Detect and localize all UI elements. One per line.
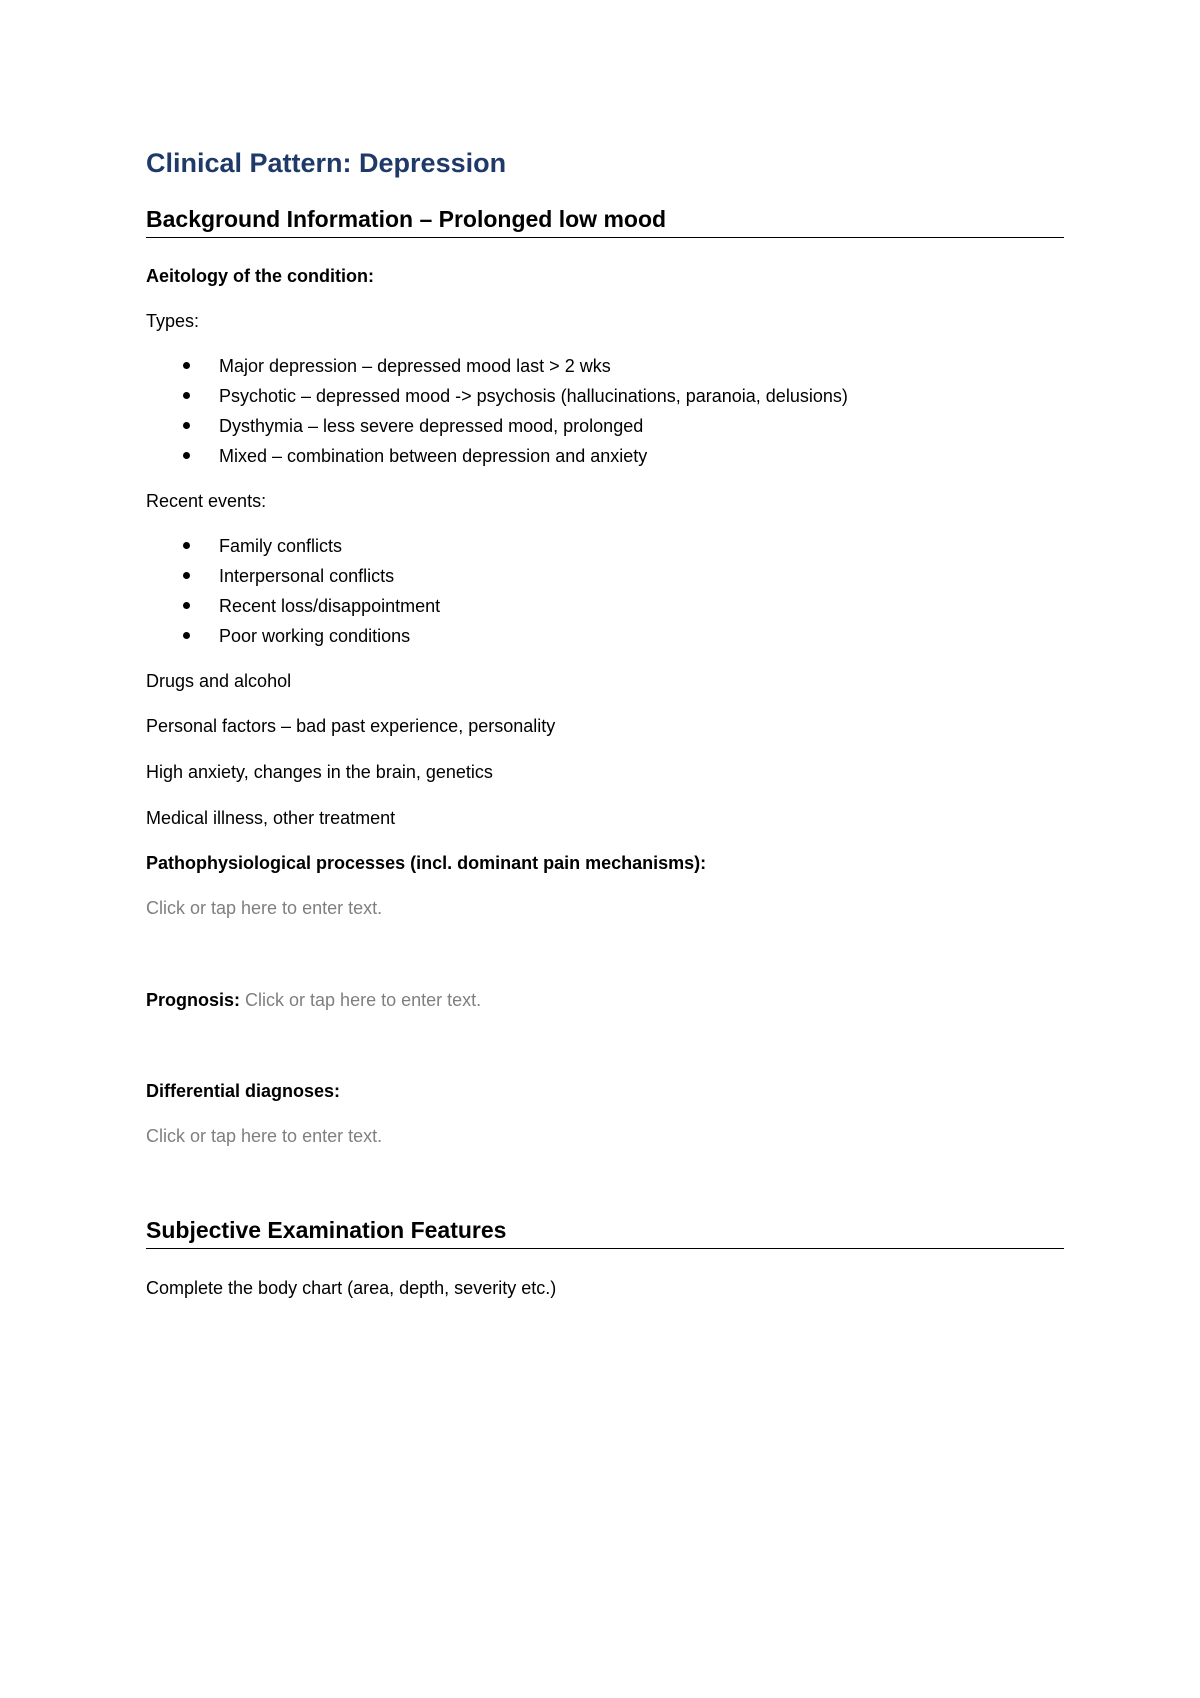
subjective-heading: Subjective Examination Features	[146, 1217, 1064, 1249]
high-anxiety-text: High anxiety, changes in the brain, genetics	[146, 762, 493, 782]
aetiology-label: Aeitology of the condition:	[146, 266, 374, 286]
bullet-icon	[183, 542, 190, 549]
document-page	[146, 0, 1064, 1698]
list-item	[146, 595, 440, 625]
list-item	[146, 385, 848, 415]
personal-factors-text: Personal factors – bad past experience, personality	[146, 716, 556, 736]
document-title: Clinical Pattern: Depression	[146, 148, 507, 178]
list-item	[146, 355, 848, 385]
prognosis-input[interactable]: Click or tap here to enter text.	[245, 990, 482, 1010]
types-label: Types:	[146, 311, 200, 331]
recent-events-list	[146, 535, 440, 655]
list-item	[146, 445, 848, 475]
event-working: Poor working conditions	[219, 626, 411, 646]
prognosis-label: Prognosis:	[146, 990, 241, 1010]
differential-input[interactable]: Click or tap here to enter text.	[146, 1126, 383, 1146]
type-mixed: Mixed – combination between depression and anxiety	[219, 446, 648, 466]
bullet-icon	[183, 392, 190, 399]
list-item	[146, 565, 440, 595]
list-item	[146, 535, 440, 565]
bullet-icon	[183, 362, 190, 369]
event-interpersonal: Interpersonal conflicts	[219, 566, 395, 586]
type-psychotic: Psychotic – depressed mood -> psychosis (hallucinations, paranoia, delusions)	[219, 386, 848, 406]
list-item	[146, 415, 848, 445]
prognosis-line	[146, 989, 481, 1011]
type-major: Major depression – depressed mood last > 2 wks	[219, 356, 611, 376]
bullet-icon	[183, 602, 190, 609]
differential-label: Differential diagnoses:	[146, 1081, 341, 1101]
types-list	[146, 355, 848, 475]
bullet-icon	[183, 422, 190, 429]
drugs-alcohol-text: Drugs and alcohol	[146, 671, 292, 691]
recent-events-label: Recent events:	[146, 491, 267, 511]
pathophysiology-label: Pathophysiological processes (incl. dominant pain mechanisms):	[146, 853, 707, 873]
body-chart-text: Complete the body chart (area, depth, severity etc.)	[146, 1278, 557, 1298]
event-loss: Recent loss/disappointment	[219, 596, 441, 616]
bullet-icon	[183, 572, 190, 579]
list-item	[146, 625, 440, 655]
background-heading: Background Information – Prolonged low mood	[146, 206, 1064, 238]
type-dysthymia: Dysthymia – less severe depressed mood, prolonged	[219, 416, 644, 436]
medical-illness-text: Medical illness, other treatment	[146, 808, 396, 828]
bullet-icon	[183, 452, 190, 459]
event-family: Family conflicts	[219, 536, 343, 556]
bullet-icon	[183, 632, 190, 639]
pathophysiology-input[interactable]: Click or tap here to enter text.	[146, 898, 383, 918]
